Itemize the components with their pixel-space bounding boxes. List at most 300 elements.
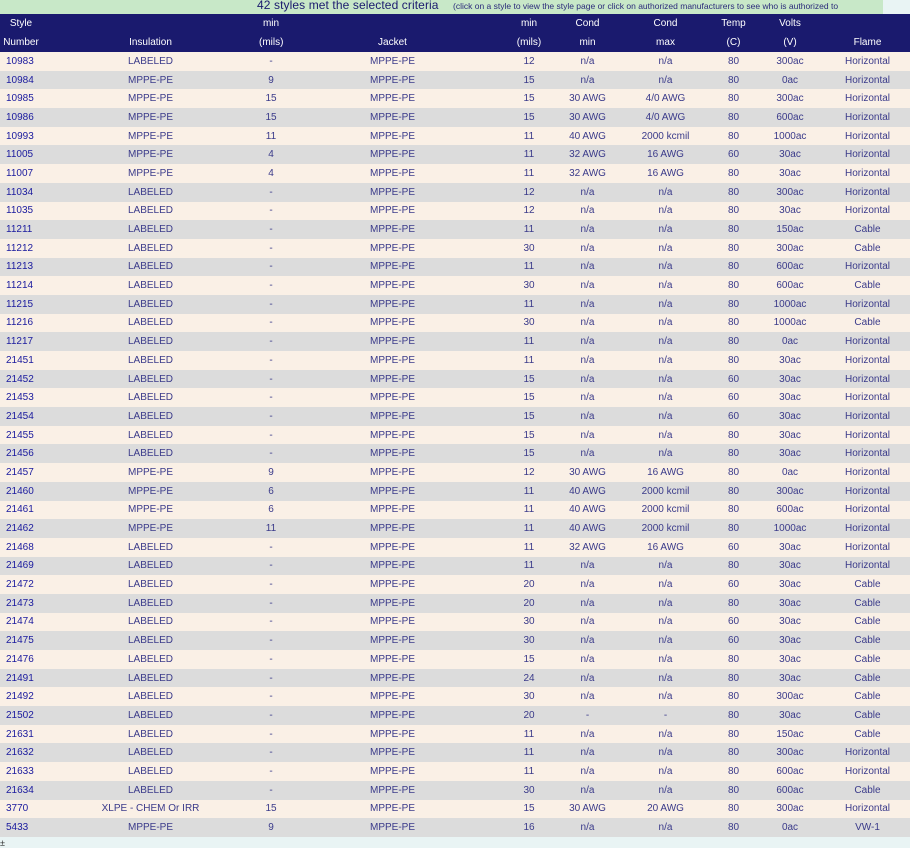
temp-cell: 60 [712,538,755,557]
insulation-cell: LABELED [42,295,259,314]
jacket-min-mils-cell: 30 [502,276,556,295]
temp-cell: 80 [712,781,755,800]
temp-cell: 80 [712,650,755,669]
style-link[interactable]: 11035 [6,205,34,217]
jacket-min-mils-cell: 30 [502,239,556,258]
cond-max-cell: n/a [619,743,712,762]
jacket-min-mils-cell: 20 [502,575,556,594]
style-number-cell[interactable] [0,594,42,613]
jacket-cell: MPPE-PE [283,687,502,706]
jacket-min-mils-cell: 15 [502,71,556,90]
flame-cell: Horizontal [825,762,910,781]
cond-min-cell: n/a [556,575,619,594]
volts-cell: 300ac [755,89,825,108]
table-row [0,52,910,71]
cond-min-cell: n/a [556,314,619,333]
insulation-min-mils-cell: - [259,220,283,239]
style-number-cell[interactable] [0,669,42,688]
jacket-min-mils-cell: 15 [502,108,556,127]
temp-cell: 80 [712,463,755,482]
cond-max-cell: 2000 kcmil [619,501,712,520]
volts-cell: 1000ac [755,295,825,314]
style-number-cell[interactable] [0,538,42,557]
jacket-cell: MPPE-PE [283,276,502,295]
cond-max-cell: n/a [619,183,712,202]
style-link[interactable]: 11215 [6,298,34,310]
style-number-cell[interactable] [0,258,42,277]
cond-max-cell: n/a [619,388,712,407]
style-number-cell[interactable] [0,370,42,389]
cond-min-cell: n/a [556,781,619,800]
temp-cell: 80 [712,202,755,221]
cond-min-cell: 30 AWG [556,800,619,819]
flame-cell: Horizontal [825,426,910,445]
table-row [0,164,910,183]
volts-cell: 600ac [755,276,825,295]
jacket-min-mils-cell: 30 [502,613,556,632]
style-number-cell[interactable] [0,164,42,183]
style-link[interactable]: 5433 [6,822,29,834]
flame-cell: Horizontal [825,351,910,370]
table-row [0,295,910,314]
style-link[interactable]: 21469 [6,560,34,572]
volts-cell: 30ac [755,145,825,164]
style-number-cell[interactable] [0,388,42,407]
insulation-cell: MPPE-PE [42,71,259,90]
style-number-cell[interactable] [0,351,42,370]
style-number-cell[interactable] [0,631,42,650]
jacket-min-mils-cell: 11 [502,220,556,239]
style-link[interactable]: 11214 [6,280,34,292]
temp-cell: 80 [712,89,755,108]
volts-cell: 30ac [755,444,825,463]
volts-cell: 300ac [755,743,825,762]
style-link[interactable]: 11211 [6,224,33,236]
jacket-cell: MPPE-PE [283,239,502,258]
style-link[interactable]: 10984 [6,74,34,86]
jacket-cell: MPPE-PE [283,538,502,557]
style-link[interactable]: 21451 [6,354,34,366]
temp-cell: 80 [712,800,755,819]
jacket-min-mils-cell: 12 [502,202,556,221]
temp-cell: 80 [712,332,755,351]
style-number-cell[interactable] [0,314,42,333]
style-link[interactable]: 21468 [6,541,34,553]
insulation-cell: LABELED [42,762,259,781]
insulation-min-mils-cell: - [259,538,283,557]
volts-cell: 600ac [755,501,825,520]
cond-min-cell: - [556,706,619,725]
temp-cell: 80 [712,818,755,837]
insulation-cell: LABELED [42,631,259,650]
cond-min-cell: n/a [556,295,619,314]
style-link[interactable]: 21475 [6,635,34,647]
table-row [0,743,910,762]
volts-cell: 30ac [755,407,825,426]
style-number-cell[interactable] [0,407,42,426]
insulation-min-mils-cell: - [259,407,283,426]
flame-cell: Horizontal [825,295,910,314]
cond-min-cell: n/a [556,258,619,277]
style-link[interactable]: 11212 [6,242,34,254]
cond-max-cell: 4/0 AWG [619,89,712,108]
jacket-cell: MPPE-PE [283,183,502,202]
cond-min-cell: 30 AWG [556,108,619,127]
style-number-cell[interactable] [0,687,42,706]
header-insulation: Insulation [42,33,259,52]
table-row [0,557,910,576]
cond-max-cell: n/a [619,407,712,426]
insulation-min-mils-cell: 9 [259,463,283,482]
temp-cell: 80 [712,557,755,576]
volts-cell: 30ac [755,351,825,370]
style-number-cell[interactable] [0,127,42,146]
temp-cell: 80 [712,258,755,277]
jacket-min-mils-cell: 11 [502,332,556,351]
volts-cell: 0ac [755,463,825,482]
table-row [0,575,910,594]
cond-min-cell: 40 AWG [556,127,619,146]
jacket-cell: MPPE-PE [283,818,502,837]
jacket-cell: MPPE-PE [283,202,502,221]
style-number-cell[interactable] [0,781,42,800]
style-link[interactable]: 21455 [6,429,34,441]
jacket-cell: MPPE-PE [283,351,502,370]
temp-cell: 80 [712,108,755,127]
style-link[interactable]: 10993 [6,130,34,142]
jacket-min-mils-cell: 11 [502,538,556,557]
table-body [0,52,910,837]
flame-cell: Cable [825,276,910,295]
style-link[interactable]: 11007 [6,167,34,179]
insulation-min-mils-cell: 4 [259,145,283,164]
style-number-cell[interactable] [0,613,42,632]
volts-cell: 30ac [755,202,825,221]
style-link[interactable]: 11217 [6,336,34,348]
table-row [0,781,910,800]
cond-max-cell: 16 AWG [619,145,712,164]
style-link[interactable]: 11034 [6,186,34,198]
insulation-cell: LABELED [42,407,259,426]
style-link[interactable]: 21473 [6,597,34,609]
jacket-min-mils-cell: 11 [502,501,556,520]
table-row [0,89,910,108]
cond-max-cell: n/a [619,426,712,445]
cond-max-cell: 16 AWG [619,463,712,482]
insulation-cell: LABELED [42,258,259,277]
style-link[interactable]: 21456 [6,448,34,460]
volts-cell: 1000ac [755,127,825,146]
insulation-min-mils-cell: - [259,314,283,333]
style-link[interactable]: 3770 [6,803,29,815]
insulation-cell: LABELED [42,538,259,557]
jacket-cell: MPPE-PE [283,725,502,744]
volts-cell: 30ac [755,669,825,688]
jacket-cell: MPPE-PE [283,631,502,650]
insulation-cell: MPPE-PE [42,108,259,127]
jacket-cell: MPPE-PE [283,762,502,781]
jacket-cell: MPPE-PE [283,575,502,594]
style-number-cell[interactable] [0,426,42,445]
flame-cell: Horizontal [825,127,910,146]
cond-min-cell: n/a [556,743,619,762]
cond-max-cell: n/a [619,332,712,351]
cond-min-cell: n/a [556,220,619,239]
style-link[interactable]: 21491 [6,672,34,684]
flame-cell: Horizontal [825,164,910,183]
temp-cell: 60 [712,613,755,632]
jacket-cell: MPPE-PE [283,258,502,277]
style-number-cell[interactable] [0,71,42,90]
style-link[interactable]: 11005 [6,149,34,161]
table-row [0,706,910,725]
cond-min-cell: n/a [556,388,619,407]
style-link[interactable]: 21476 [6,653,34,665]
jacket-cell: MPPE-PE [283,781,502,800]
header-jacket-min: min [502,14,556,33]
styles-table [0,14,910,837]
insulation-min-mils-cell: 11 [259,519,283,538]
flame-cell: Horizontal [825,71,910,90]
volts-cell: 30ac [755,575,825,594]
style-link[interactable]: 11213 [6,261,34,273]
insulation-cell: LABELED [42,781,259,800]
insulation-min-mils-cell: - [259,575,283,594]
style-link[interactable]: 21631 [6,728,34,740]
style-number-cell[interactable] [0,743,42,762]
header-flame: Flame [825,33,910,52]
jacket-min-mils-cell: 15 [502,407,556,426]
style-link[interactable]: 21474 [6,616,34,628]
style-link[interactable]: 21633 [6,765,34,777]
style-number-cell[interactable] [0,762,42,781]
jacket-min-mils-cell: 11 [502,127,556,146]
jacket-cell: MPPE-PE [283,706,502,725]
style-number-cell[interactable] [0,332,42,351]
style-number-cell[interactable] [0,650,42,669]
cond-max-cell: n/a [619,631,712,650]
insulation-cell: LABELED [42,575,259,594]
jacket-min-mils-cell: 11 [502,762,556,781]
cond-min-cell: n/a [556,407,619,426]
cond-max-cell: n/a [619,762,712,781]
volts-cell: 30ac [755,388,825,407]
cond-max-cell: 4/0 AWG [619,108,712,127]
jacket-cell: MPPE-PE [283,295,502,314]
flame-cell: Cable [825,650,910,669]
volts-cell: 0ac [755,818,825,837]
temp-cell: 60 [712,370,755,389]
table-row [0,127,910,146]
table-row [0,650,910,669]
temp-cell: 80 [712,501,755,520]
style-link[interactable]: 21457 [6,466,34,478]
insulation-min-mils-cell: - [259,332,283,351]
style-number-cell[interactable] [0,183,42,202]
jacket-min-mils-cell: 30 [502,687,556,706]
style-number-cell[interactable] [0,220,42,239]
table-row [0,463,910,482]
style-number-cell[interactable] [0,463,42,482]
style-number-cell[interactable] [0,725,42,744]
jacket-min-mils-cell: 15 [502,650,556,669]
cond-min-cell: n/a [556,613,619,632]
temp-cell: 80 [712,687,755,706]
jacket-cell: MPPE-PE [283,669,502,688]
cond-max-cell: 2000 kcmil [619,519,712,538]
temp-cell: 80 [712,295,755,314]
style-number-cell[interactable] [0,706,42,725]
insulation-min-mils-cell: - [259,239,283,258]
flame-cell: Cable [825,781,910,800]
table-row [0,388,910,407]
volts-cell: 300ac [755,800,825,819]
volts-cell: 30ac [755,557,825,576]
style-number-cell[interactable] [0,444,42,463]
insulation-cell: LABELED [42,725,259,744]
insulation-min-mils-cell: 4 [259,164,283,183]
jacket-min-mils-cell: 12 [502,463,556,482]
style-link[interactable]: 21453 [6,392,34,404]
insulation-min-mils-cell: 15 [259,89,283,108]
cond-min-cell: n/a [556,631,619,650]
flame-cell: Cable [825,631,910,650]
table-row [0,220,910,239]
insulation-cell: LABELED [42,650,259,669]
cond-max-cell: n/a [619,818,712,837]
style-number-cell[interactable] [0,501,42,520]
style-number-cell[interactable] [0,108,42,127]
style-link[interactable]: 21452 [6,373,34,385]
jacket-cell: MPPE-PE [283,519,502,538]
style-link[interactable]: 21454 [6,410,34,422]
jacket-min-mils-cell: 12 [502,183,556,202]
style-link[interactable]: 21462 [6,523,34,535]
temp-cell: 80 [712,276,755,295]
style-link[interactable]: 11216 [6,317,34,329]
style-link[interactable]: 21502 [6,709,34,721]
flame-cell: Horizontal [825,407,910,426]
style-link[interactable]: 10985 [6,93,34,105]
cond-max-cell: n/a [619,220,712,239]
style-link[interactable]: 10986 [6,111,34,123]
insulation-cell: LABELED [42,202,259,221]
table-row [0,800,910,819]
insulation-cell: LABELED [42,613,259,632]
style-number-cell[interactable] [0,145,42,164]
style-link[interactable]: 21632 [6,747,34,759]
style-link[interactable]: 21634 [6,784,34,796]
jacket-cell: MPPE-PE [283,426,502,445]
insulation-cell: LABELED [42,444,259,463]
jacket-min-mils-cell: 15 [502,89,556,108]
style-number-cell[interactable] [0,276,42,295]
insulation-min-mils-cell: 6 [259,501,283,520]
style-link[interactable]: 21492 [6,691,34,703]
cond-max-cell: 16 AWG [619,164,712,183]
header-cond-min-2: min [556,33,619,52]
jacket-cell: MPPE-PE [283,482,502,501]
style-number-cell[interactable] [0,557,42,576]
style-number-cell[interactable] [0,800,42,819]
table-row [0,725,910,744]
header-blank-jacket [283,14,502,33]
style-number-cell[interactable] [0,52,42,71]
style-number-cell[interactable] [0,202,42,221]
flame-cell: Horizontal [825,743,910,762]
insulation-min-mils-cell: - [259,258,283,277]
temp-cell: 80 [712,444,755,463]
temp-cell: 60 [712,388,755,407]
flame-cell: Horizontal [825,501,910,520]
footer-mark: ± [0,838,5,848]
volts-cell: 1000ac [755,314,825,333]
jacket-cell: MPPE-PE [283,557,502,576]
cond-min-cell: n/a [556,52,619,71]
style-number-cell[interactable] [0,818,42,837]
jacket-min-mils-cell: 11 [502,743,556,762]
insulation-min-mils-cell: 6 [259,482,283,501]
jacket-cell: MPPE-PE [283,145,502,164]
volts-cell: 600ac [755,762,825,781]
style-number-cell[interactable] [0,239,42,258]
results-count-title: 42 styles met the selected criteria [257,0,439,12]
jacket-cell: MPPE-PE [283,370,502,389]
style-link[interactable]: 10983 [6,55,34,67]
jacket-cell: MPPE-PE [283,71,502,90]
cond-max-cell: - [619,706,712,725]
insulation-min-mils-cell: - [259,557,283,576]
flame-cell: Horizontal [825,463,910,482]
insulation-cell: MPPE-PE [42,127,259,146]
style-number-cell[interactable] [0,482,42,501]
style-number-cell[interactable] [0,89,42,108]
flame-cell: Cable [825,669,910,688]
style-number-cell[interactable] [0,519,42,538]
insulation-min-mils-cell: - [259,444,283,463]
insulation-min-mils-cell: - [259,743,283,762]
style-link[interactable]: 21460 [6,485,34,497]
table-row [0,762,910,781]
volts-cell: 30ac [755,706,825,725]
volts-cell: 30ac [755,650,825,669]
cond-min-cell: 32 AWG [556,538,619,557]
flame-cell: Horizontal [825,370,910,389]
insulation-cell: MPPE-PE [42,463,259,482]
style-number-cell[interactable] [0,575,42,594]
jacket-cell: MPPE-PE [283,444,502,463]
flame-cell: Cable [825,594,910,613]
header-volts-unit: (V) [755,33,825,52]
style-link[interactable]: 21461 [6,504,34,516]
jacket-cell: MPPE-PE [283,89,502,108]
insulation-cell: XLPE - CHEM Or IRR [42,800,259,819]
temp-cell: 80 [712,351,755,370]
style-number-cell[interactable] [0,295,42,314]
insulation-cell: LABELED [42,706,259,725]
header-row-2 [0,33,910,52]
temp-cell: 80 [712,725,755,744]
cond-min-cell: n/a [556,239,619,258]
flame-cell: Horizontal [825,557,910,576]
header-blank-flame [825,14,910,33]
header-cond-min: Cond [556,14,619,33]
cond-max-cell: n/a [619,669,712,688]
cond-max-cell: n/a [619,314,712,333]
volts-cell: 300ac [755,239,825,258]
style-link[interactable]: 21472 [6,579,34,591]
jacket-cell: MPPE-PE [283,52,502,71]
